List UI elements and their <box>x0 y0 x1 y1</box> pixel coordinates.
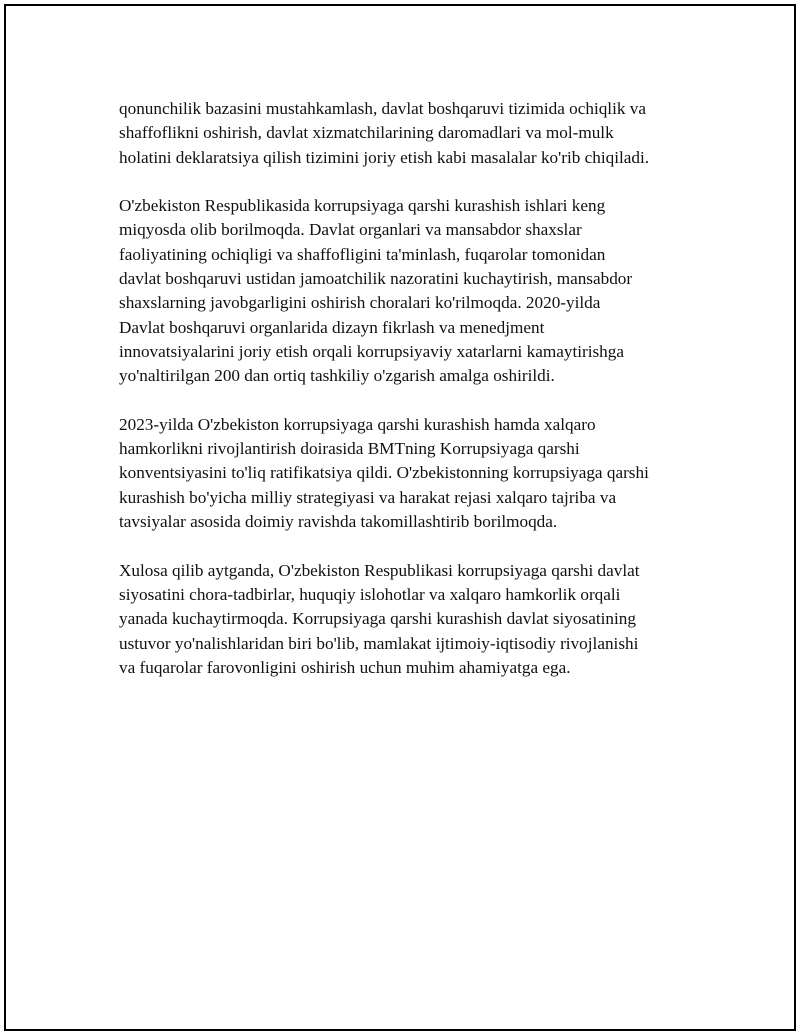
paragraph-2: O'zbekiston Respublikasida korrupsiyaga qarshi kurashish ishlari keng miqyosda olib borilmoqda. Davlat organlari va mansabdor shaxslar faoliyatining ochiqligi va shaffofligini ta'minlash, fuqarolar tomonidan davlat boshqaruvi ustidan jamoatchilik nazoratini kuchaytirish, mansabdor shaxslarning javobgarligini oshirish choralari ko'rilmoqda. 2020-yilda Davlat boshqaruvi organlarida dizayn fikrlash va menedjment innovatsiyalarini joriy etish orqali korrupsiyaviy xatarlarni kamaytirishga yo'naltirilgan 200 dan ortiq tashkiliy o'zgarish amalga oshirildi. <box>119 196 633 386</box>
document-page <box>4 4 796 1031</box>
paragraph-3: 2023-yilda O'zbekiston korrupsiyaga qarshi kurashish hamda xalqaro hamkorlikni rivojlantirish doirasida BMTning Korrupsiyaga qarshi konventsiyasini to'liq ratifikatsiya qildi. O'zbekistonning korrupsiyaga qarshi kurashish bo'yicha milliy strategiyasi va harakat rejasi xalqaro tajriba va tavsiyalar asosida doimiy ravishda takomillashtirib borilmoqda. <box>119 414 649 532</box>
paragraph-4: Xulosa qilib aytganda, O'zbekiston Respublikasi korrupsiyaga qarshi davlat siyosatini chora-tadbirlar, huquqiy islohotlar va xalqaro hamkorlik orqali yanada kuchaytirmoqda. Korrupsiyaga qarshi kurashish davlat siyosatining ustuvor yo'nalishlaridan biri bo'lib, mamlakat ijtimoiy-iqtisodiy rivojlanishi va fuqarolar farovonligini oshirish uchun muhim ahamiyatga ega. <box>119 560 640 677</box>
paragraph-1: qonunchilik bazasini mustahkamlash, davlat boshqaruvi tizimida ochiqlik va shaffoflikni oshirish, davlat xizmatchilarining daromadlari va mol-mulk holatini deklaratsiya qilish tizimini joriy etish kabi masalalar ko'rib chiqiladi. <box>119 99 650 167</box>
document-body <box>119 97 709 704</box>
